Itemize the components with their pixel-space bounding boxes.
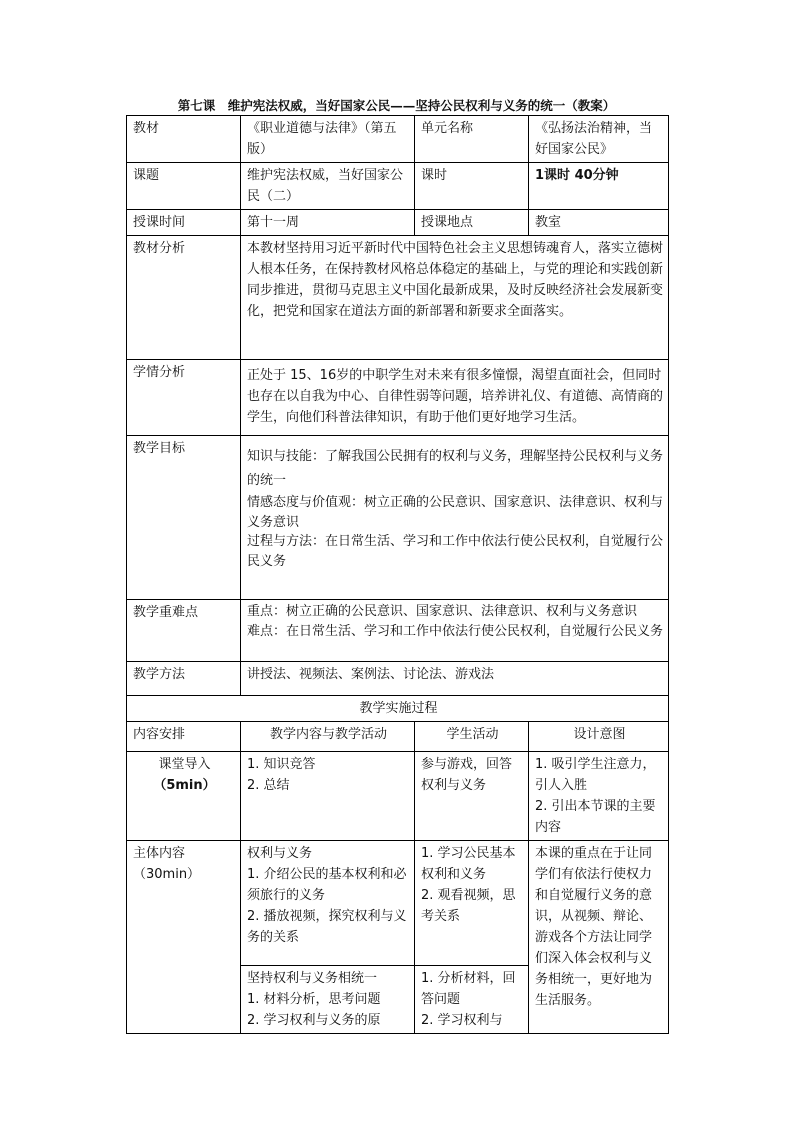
student-analysis-label: 学情分析 — [127, 360, 241, 436]
topic-value: 维护宪法权威，当好国家公民（二） — [241, 163, 415, 210]
textbook-row — [127, 116, 669, 163]
main-part2-content — [241, 966, 415, 1034]
unit-value: 《弘扬法治精神，当好国家公民》 — [529, 116, 669, 163]
main-part1-title: 权利与义务 — [247, 846, 313, 861]
key-points-row — [127, 600, 669, 662]
topic-row — [127, 163, 669, 210]
main-part2-student-item: 1. 分析材料，回答问题 — [421, 971, 516, 1007]
column-header-arrangement: 内容安排 — [127, 722, 241, 752]
material-analysis-text: 本教材坚持用习近平新时代中国特色社会主义思想铸魂育人，落实立德树人根本任务，在保持教材风格总体稳定的基础上，与党的理论和实践创新同步推进，贯彻马克思主义中国化最新成果，及时反映经济社会发展新变化，把党和国家在道法方面的新部署和新要求全面落实。 — [241, 236, 669, 360]
column-header-student: 学生活动 — [415, 722, 529, 752]
intro-activity-item: 1. 知识竞答 — [247, 757, 316, 772]
textbook-label: 教材 — [127, 116, 241, 163]
intro-duration: （5min） — [153, 778, 216, 793]
place-label: 授课地点 — [415, 210, 529, 236]
objective-emotion: 情感态度与价值观：树立正确的公民意识、国家意识、法律意识、权利与义务意识 — [247, 495, 664, 530]
hours-label: 课时 — [415, 163, 529, 210]
main-arrangement: 主体内容（30min） — [127, 841, 241, 1034]
intro-activity-item: 2. 总结 — [247, 778, 290, 793]
intro-name: 课堂导入 — [158, 757, 211, 772]
time-label: 授课时间 — [127, 210, 241, 236]
intro-arrangement — [127, 752, 241, 841]
intro-student: 参与游戏，回答权利与义务 — [415, 752, 529, 841]
key-point-difficulty: 难点：在日常生活、学习和工作中依法行使公民权利，自觉履行公民义务 — [247, 623, 664, 639]
lesson-plan-table — [126, 115, 669, 1034]
hours-value: 1课时 40分钟 — [529, 163, 669, 210]
methods-label: 教学方法 — [127, 662, 241, 696]
objective-knowledge: 知识与技能：了解我国公民拥有的权利与义务，理解坚持公民权利与义务的统一 — [247, 449, 664, 488]
time-row — [127, 210, 669, 236]
key-points-label: 教学重难点 — [127, 600, 241, 662]
intro-intent — [529, 752, 669, 841]
main-row-1 — [127, 841, 669, 966]
main-part1-content — [241, 841, 415, 966]
process-header-row — [127, 696, 669, 722]
main-part2-item: 2. 学习权利与义务的原 — [247, 1013, 381, 1028]
main-part1-item: 2. 播放视频，探究权利与义务的关系 — [247, 909, 407, 945]
material-analysis-row — [127, 236, 669, 360]
student-analysis-text: 正处于 15、16岁的中职学生对未来有很多憧憬，渴望直面社会，但同时也存在以自我为中心、自律性弱等问题，培养讲礼仪、有道德、高情商的学生，向他们科普法律知识，有助于他们更好地学习生活。 — [241, 360, 669, 436]
objectives-content — [241, 436, 669, 600]
main-part1-student-item: 1. 学习公民基本权利和义务 — [421, 846, 516, 882]
main-part2-title: 坚持权利与义务相统一 — [247, 971, 378, 986]
main-part2-item: 1. 材料分析，思考问题 — [247, 992, 381, 1007]
main-intent: 本课的重点在于让同学们有依法行使权力和自觉履行义务的意识，从视频、辩论、游戏各个方法让同学们深入体会权利与义务相统一，更好地为生活服务。 — [529, 841, 669, 1034]
objectives-row — [127, 436, 669, 600]
intro-row — [127, 752, 669, 841]
process-header: 教学实施过程 — [127, 696, 669, 722]
intro-intent-item: 1. 吸引学生注意力，引人入胜 — [535, 757, 656, 793]
place-value: 教室 — [529, 210, 669, 236]
main-part2-student-item: 2. 学习权利与 — [421, 1013, 503, 1028]
intro-intent-item: 2. 引出本节课的主要内容 — [535, 799, 656, 835]
column-header-intent: 设计意图 — [529, 722, 669, 752]
student-analysis-row — [127, 360, 669, 436]
main-part1-student-item: 2. 观看视频，思考关系 — [421, 888, 516, 924]
unit-label: 单元名称 — [415, 116, 529, 163]
methods-row — [127, 662, 669, 696]
process-columns-row — [127, 722, 669, 752]
column-header-content: 教学内容与教学活动 — [241, 722, 415, 752]
intro-activities — [241, 752, 415, 841]
main-part1-student — [415, 841, 529, 966]
time-value: 第十一周 — [241, 210, 415, 236]
material-analysis-label: 教材分析 — [127, 236, 241, 360]
main-part2-student — [415, 966, 529, 1034]
objective-process: 过程与方法：在日常生活、学习和工作中依法行使公民权利，自觉履行公民义务 — [247, 534, 664, 569]
topic-label: 课题 — [127, 163, 241, 210]
main-part1-item: 1. 介绍公民的基本权利和必须旅行的义务 — [247, 867, 407, 903]
methods-text: 讲授法、视频法、案例法、讨论法、游戏法 — [241, 662, 669, 696]
key-point-focus: 重点：树立正确的公民意识、国家意识、法律意识、权利与义务意识 — [247, 604, 638, 619]
objectives-label: 教学目标 — [127, 436, 241, 600]
page-title: 第七课 维护宪法权威，当好国家公民——坚持公民权利与义务的统一（教案） — [177, 98, 616, 113]
textbook-value: 《职业道德与法律》（第五版） — [241, 116, 415, 163]
key-points-content — [241, 600, 669, 662]
